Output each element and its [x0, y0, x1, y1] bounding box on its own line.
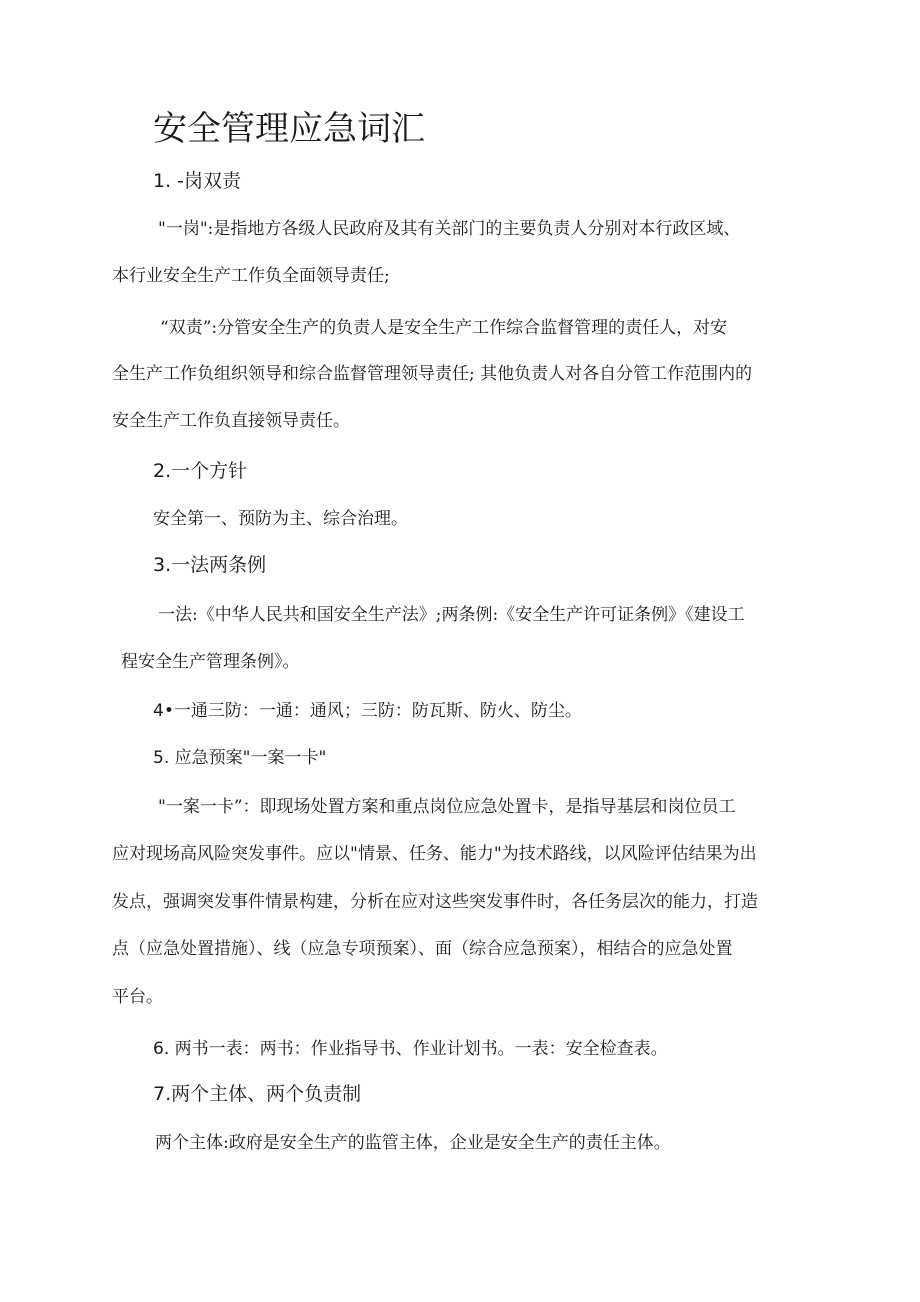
section-5-paragraph-line-3: 发点，强调突发事件情景构建，分析在应对这些突发事件时，各任务层次的能力，打造 [112, 892, 758, 912]
section-7-heading: 7.两个主体、两个负责制 [153, 1083, 362, 1105]
section-5-paragraph-line-2: 应对现场高风险突发事件。应以"情景、任务、能力"为技术路线，以风险评估结果为出 [112, 844, 757, 864]
section-6-line: 6. 两书一表：两书：作业指导书、作业计划书。一表：安全检查表。 [153, 1039, 668, 1059]
document-title: 安全管理应急词汇 [153, 109, 425, 149]
section-3-paragraph-line-2: 程安全生产管理条例》。 [121, 652, 300, 672]
section-2-paragraph: 安全第一、预防为主、综合治理。 [153, 509, 408, 529]
section-5-paragraph-line-1: "一案一卡”：即现场处置方案和重点岗位应急处置卡，是指导基层和岗位员工 [158, 797, 736, 817]
section-3-heading: 3.一法两条例 [153, 554, 267, 576]
section-2-heading: 2.一个方针 [153, 460, 248, 482]
section-1-paragraph-2-line-3: 安全生产工作负直接领导责任。 [112, 411, 350, 431]
section-3-paragraph-line-1: 一法:《中华人民共和国安全生产法》;两条例:《安全生产许可证条例》《建设工 [158, 605, 745, 625]
section-1-paragraph-2-line-2: 全生产工作负组织领导和综合监督管理领导责任; 其他负责人对各自分管工作范围内的 [112, 364, 753, 384]
section-5-paragraph-line-5: 平台。 [112, 987, 163, 1007]
section-1-paragraph-2-line-1: “双责”:分管安全生产的负责人是安全生产工作综合监督管理的责任人，对安 [160, 318, 728, 338]
section-1-paragraph-1-line-1: "一岗":是指地方各级人民政府及其有关部门的主要负责人分别对本行政区域、 [158, 219, 741, 239]
section-7-paragraph: 两个主体:政府是安全生产的监管主体，企业是安全生产的责任主体。 [155, 1133, 671, 1153]
section-5-heading: 5. 应急预案"一案一卡" [153, 748, 327, 768]
section-1-heading: 1. -岗双责 [153, 170, 242, 192]
section-5-paragraph-line-4: 点（应急处置措施）、线（应急专项预案）、面（综合应急预案），相结合的应急处置 [112, 939, 733, 959]
section-1-paragraph-1-line-2: 本行业安全生产工作负全面领导责任; [112, 266, 390, 286]
section-4-line: 4•一通三防：一通：通风；三防：防瓦斯、防火、防尘。 [153, 701, 582, 721]
